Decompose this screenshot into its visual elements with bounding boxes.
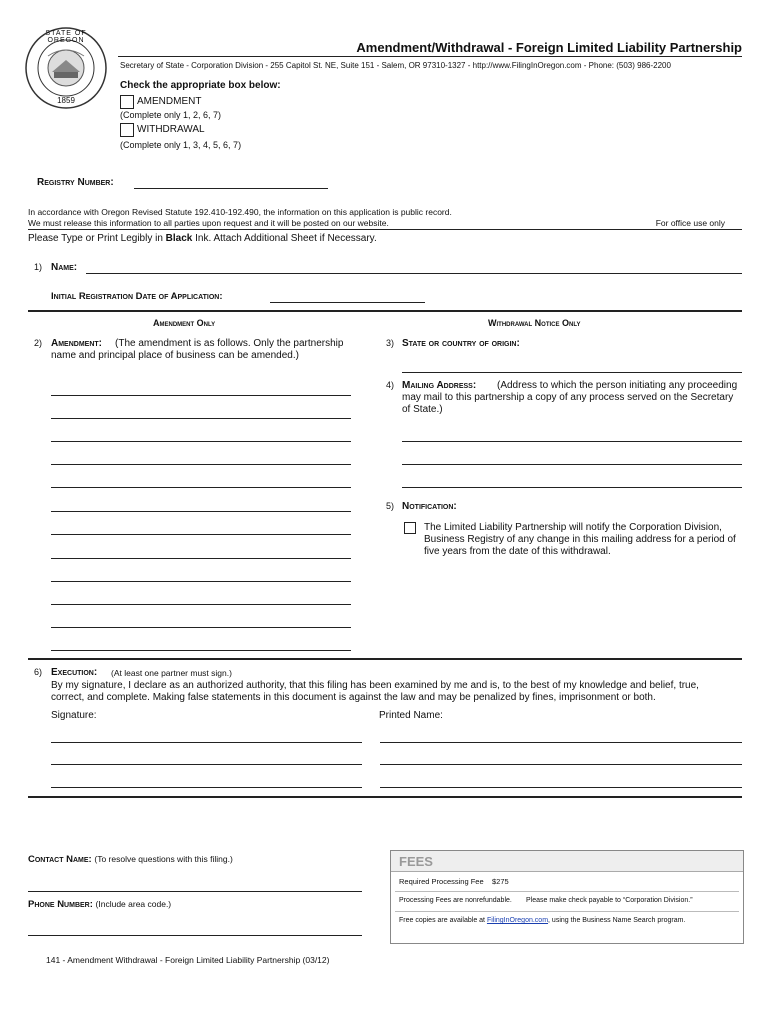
execution-text-1: By my signature, I declare as an authorized authority, that this filing has been examined by me and is, to the best of my knowledge and belief, true, <box>51 680 699 691</box>
mailing-address-label: Mailing Address: <box>402 380 477 391</box>
phone-number <box>28 899 171 910</box>
initial-registration-label: Initial Registration Date of Application: <box>51 291 223 302</box>
copies-post: , using the Business Name Search program. <box>548 917 686 924</box>
amendment-number: 2) <box>34 338 43 348</box>
amendment-only-heading: Amendment Only <box>153 318 216 328</box>
amendment-checkbox[interactable] <box>120 95 134 109</box>
notification-label: Notification: <box>402 501 457 512</box>
contact-name-field[interactable] <box>28 891 362 892</box>
notification-checkbox[interactable] <box>404 522 416 534</box>
fees-box <box>390 850 744 944</box>
copies-link[interactable]: FilingInOregon.com <box>486 917 549 924</box>
printed-name-field[interactable] <box>380 787 742 788</box>
section-divider <box>28 658 742 660</box>
registry-number-field[interactable] <box>134 188 328 189</box>
instructions-post: Ink. Attach Additional Sheet if Necessary. <box>192 233 377 244</box>
amendment-line[interactable] <box>51 441 351 442</box>
free-copies-note <box>399 917 685 924</box>
signature-field[interactable] <box>51 787 362 788</box>
signature-field[interactable] <box>51 764 362 765</box>
withdrawal-option-label: WITHDRAWAL <box>137 124 205 135</box>
amendment-text-line-2: name and principal place of business can be amended.) <box>51 350 299 361</box>
contact-name-note: (To resolve questions with this filing.) <box>94 854 233 864</box>
amendment-option-note: (Complete only 1, 2, 6, 7) <box>120 110 222 120</box>
amendment-option-label: AMENDMENT <box>137 96 202 107</box>
oregon-seal <box>24 26 108 110</box>
initial-registration-field[interactable] <box>270 302 425 303</box>
notice-line-2: We must release this information to all parties upon request and it will be posted on our website. <box>28 218 389 228</box>
amendment-line[interactable] <box>51 418 351 419</box>
phone-number-note: (Include area code.) <box>95 899 172 909</box>
title-rule <box>118 56 742 57</box>
instructions-pre: Please Type or Print Legibly in <box>28 233 166 244</box>
amendment-line[interactable] <box>51 604 351 605</box>
mailing-address-field[interactable] <box>402 464 742 465</box>
amendment-line[interactable] <box>51 558 351 559</box>
withdrawal-option-note: (Complete only 1, 3, 4, 5, 6, 7) <box>120 140 242 150</box>
notice-rule <box>28 229 742 230</box>
withdrawal-only-heading: Withdrawal Notice Only <box>488 318 581 328</box>
notification-text-3: five years from the date of this withdrawal. <box>424 546 611 557</box>
mailing-address-text-1: (Address to which the person initiating any proceeding <box>497 380 738 391</box>
amendment-line[interactable] <box>51 395 351 396</box>
notification-number: 5) <box>386 501 395 511</box>
form-title: Amendment/Withdrawal - Foreign Limited Liability Partnership <box>356 40 742 55</box>
registry-number-label: Registry Number: <box>37 177 114 188</box>
check-payable-note: Please make check payable to “Corporation Division.” <box>526 897 693 904</box>
name-number: 1) <box>34 262 43 272</box>
notice-line-1: In accordance with Oregon Revised Statute 192.410-192.490, the information on this application is public record. <box>28 207 452 217</box>
copies-pre: Free copies are available at <box>399 917 487 924</box>
name-field[interactable] <box>86 273 742 274</box>
phone-number-label: Phone Number: <box>28 899 93 910</box>
mailing-address-field[interactable] <box>402 487 742 488</box>
withdrawal-checkbox[interactable] <box>120 123 134 137</box>
signature-field[interactable] <box>51 742 362 743</box>
amendment-line[interactable] <box>51 650 351 651</box>
seal-top-text: STATE OF OREGON <box>45 30 87 44</box>
mailing-address-text-2: may mail to this partnership a copy of any process served on the Secretary <box>402 392 734 403</box>
amendment-label: Amendment: <box>51 338 102 349</box>
mailing-address-field[interactable] <box>402 441 742 442</box>
required-fee-label: Required Processing Fee <box>399 877 484 886</box>
execution-note: (At least one partner must sign.) <box>111 668 232 678</box>
fees-title: FEES <box>399 854 433 869</box>
amendment-line[interactable] <box>51 511 351 512</box>
phone-number-field[interactable] <box>28 935 362 936</box>
amendment-line[interactable] <box>51 464 351 465</box>
state-origin-label: State or country of origin: <box>402 338 520 349</box>
fees-nonrefundable: Processing Fees are nonrefundable. <box>399 897 512 904</box>
mailing-address-text-3: of State.) <box>402 404 443 415</box>
execution-label: Execution: <box>51 667 98 678</box>
form-subtitle: Secretary of State - Corporation Division - 255 Capitol St. NE, Suite 151 - Salem, OR 97310-1327 - http://www.FilingInOregon.com - Phone: (503) 986-2200 <box>120 61 671 70</box>
printed-name-field[interactable] <box>380 764 742 765</box>
name-label: Name: <box>51 262 78 273</box>
fees-rule <box>395 891 739 892</box>
mailing-address-number: 4) <box>386 380 395 390</box>
signature-label: Signature: <box>51 710 97 721</box>
contact-name <box>28 854 233 865</box>
execution-number: 6) <box>34 667 43 677</box>
fees-title-bar <box>391 851 743 872</box>
state-origin-field[interactable] <box>402 372 742 373</box>
form-footer: 141 - Amendment Withdrawal - Foreign Limited Liability Partnership (03/12) <box>46 955 330 965</box>
state-origin-number: 3) <box>386 338 395 348</box>
section-divider <box>28 310 742 312</box>
fees-rule <box>395 911 739 912</box>
printed-name-field[interactable] <box>380 742 742 743</box>
printed-name-label: Printed Name: <box>379 710 443 721</box>
amendment-line[interactable] <box>51 581 351 582</box>
amendment-line[interactable] <box>51 627 351 628</box>
checkbox-heading: Check the appropriate box below: <box>120 80 281 91</box>
office-use-label: For office use only <box>655 218 725 228</box>
instructions-bold: Black <box>165 233 193 244</box>
section-divider <box>28 796 742 798</box>
execution-text-2: correct, and complete. Making false statements in this document is against the law and may be penalized by fines, imprisonment or both. <box>51 692 656 703</box>
required-fee-amount: $275 <box>492 877 509 886</box>
amendment-line[interactable] <box>51 534 351 535</box>
amendment-line[interactable] <box>51 487 351 488</box>
instructions <box>28 233 377 244</box>
amendment-text-line-1: (The amendment is as follows. Only the partnership <box>115 338 344 349</box>
contact-name-label: Contact Name: <box>28 854 92 865</box>
notification-text-2: Business Registry of any change in this mailing address for a period of <box>424 534 736 545</box>
seal-year: 1859 <box>57 96 75 105</box>
notification-text-1: The Limited Liability Partnership will notify the Corporation Division, <box>424 522 722 533</box>
